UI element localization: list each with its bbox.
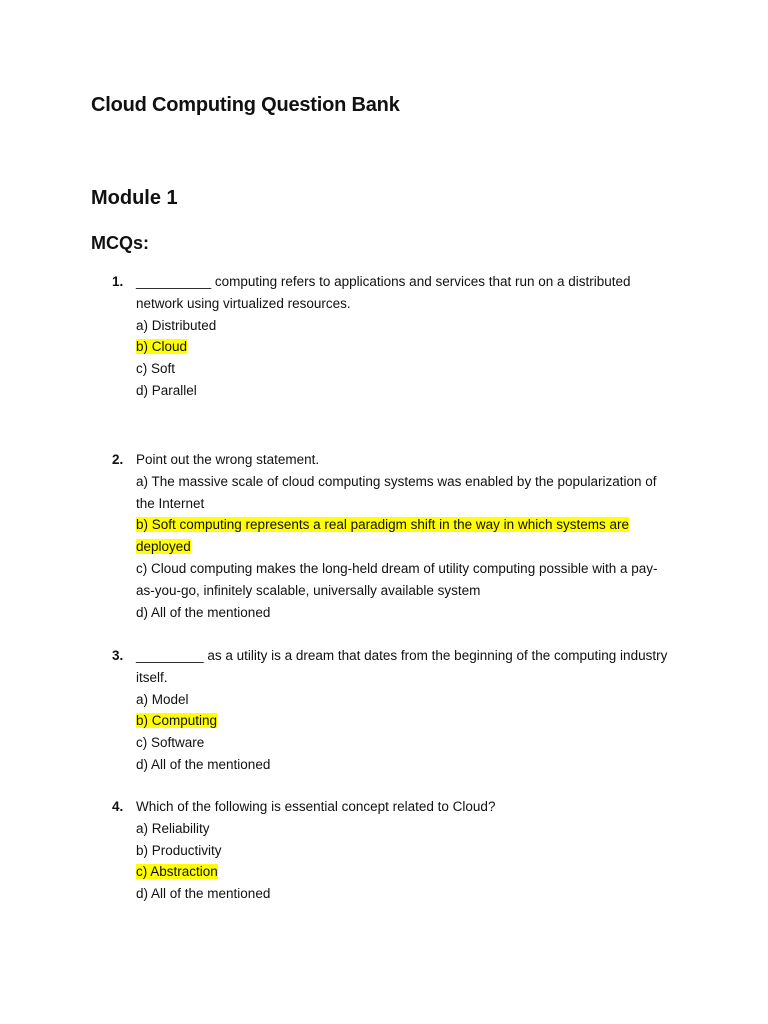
question-stem-line: __________ computing refers to applications and services that run on a distributed (136, 274, 631, 289)
question-number: 1. (112, 274, 124, 289)
option-a-line-2: the Internet (136, 495, 205, 511)
question-number: 2. (112, 452, 124, 467)
option-c-line-1: c) Cloud computing makes the long-held dream of utility computing possible with a pay- (136, 560, 658, 576)
option-a-line-1: a) The massive scale of cloud computing systems was enabled by the popularization of (136, 473, 657, 489)
answer-highlight: c) Abstraction (136, 864, 218, 880)
question-4 (112, 796, 692, 905)
option-d: d) All of the mentioned (136, 604, 271, 620)
option-b-line-2 (136, 536, 692, 558)
option-d: d) Parallel (136, 382, 197, 398)
question-stem-line: itself. (136, 669, 168, 685)
question-stem-line: Point out the wrong statement. (136, 452, 320, 467)
answer-highlight: b) Cloud (136, 339, 188, 355)
option-c (136, 861, 692, 883)
option-c: c) Soft (136, 361, 176, 377)
option-c-line-2: as-you-go, infinitely scalable, universally available system (136, 582, 481, 598)
option-b: b) Productivity (136, 842, 222, 858)
question-3 (112, 645, 692, 776)
option-b (136, 336, 692, 358)
section-heading: MCQs: (91, 233, 149, 253)
option-b-line-1 (136, 514, 692, 536)
option-a: a) Distributed (136, 317, 217, 333)
option-b (136, 710, 692, 732)
question-number: 4. (112, 799, 124, 814)
option-a: a) Model (136, 691, 189, 707)
module-heading: Module 1 (91, 187, 178, 209)
answer-highlight: b) Soft computing represents a real paradigm shift in the way in which systems are (136, 517, 629, 533)
question-2 (112, 449, 692, 623)
question-1 (112, 271, 692, 402)
document-title: Cloud Computing Question Bank (91, 94, 400, 116)
question-stem-line: Which of the following is essential concept related to Cloud? (136, 799, 496, 814)
question-stem-line: network using virtualized resources. (136, 295, 351, 311)
answer-highlight: deployed (136, 539, 191, 555)
answer-highlight: b) Computing (136, 713, 218, 729)
option-d: d) All of the mentioned (136, 886, 271, 902)
question-number: 3. (112, 648, 124, 663)
option-d: d) All of the mentioned (136, 756, 271, 772)
option-c: c) Software (136, 735, 205, 751)
option-a: a) Reliability (136, 820, 210, 836)
question-stem-line: _________ as a utility is a dream that dates from the beginning of the computing industry (136, 648, 668, 663)
